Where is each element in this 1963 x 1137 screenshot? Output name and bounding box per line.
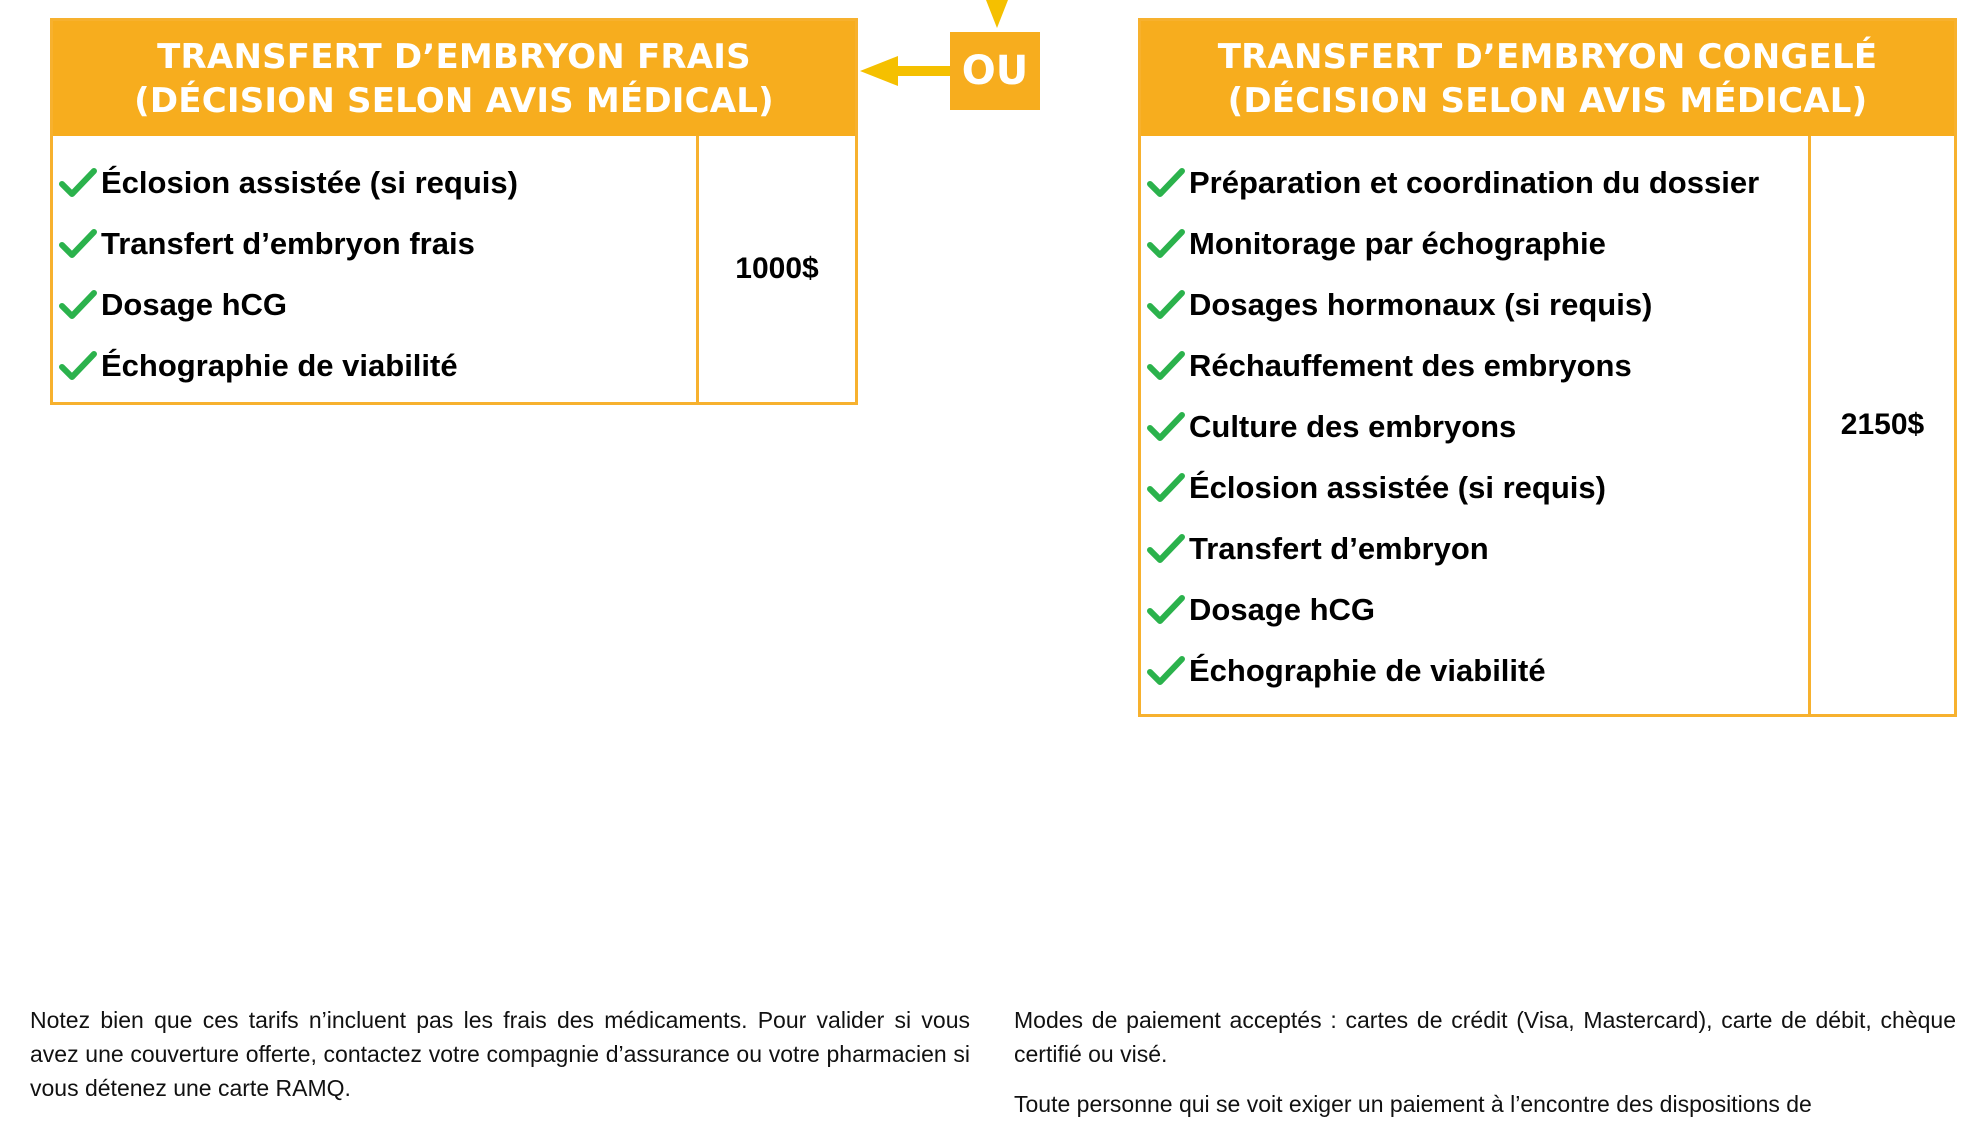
list-item — [1141, 213, 1808, 274]
list-item-label: Échographie de viabilité — [1189, 652, 1546, 688]
list-item — [1141, 152, 1808, 213]
list-item — [1141, 396, 1808, 457]
check-icon — [1147, 654, 1185, 688]
list-item-label: Éclosion assistée (si requis) — [1189, 469, 1606, 505]
frozen-price: 2150$ — [1840, 408, 1925, 441]
list-item-label: Dosages hormonaux (si requis) — [1189, 286, 1653, 322]
check-icon — [1147, 227, 1185, 261]
fresh-title-line2: (DÉCISION SELON AVIS MÉDICAL) — [134, 81, 774, 121]
list-item-label: Transfert d’embryon frais — [101, 225, 475, 261]
frozen-transfer-body — [1141, 136, 1954, 714]
list-item-label: Dosage hCG — [1189, 591, 1376, 627]
payment-methods-text: Modes de paiement acceptés : cartes de crédit (Visa, Mastercard), carte de débit, chèque certifié ou visé. — [1014, 1007, 1956, 1067]
check-icon — [59, 349, 97, 383]
fresh-title-line1: TRANSFERT D’EMBRYON FRAIS — [157, 37, 751, 77]
list-item — [53, 152, 696, 213]
list-item — [1141, 274, 1808, 335]
check-icon — [1147, 593, 1185, 627]
list-item — [1141, 640, 1808, 701]
check-icon — [1147, 471, 1185, 505]
list-item — [1141, 335, 1808, 396]
list-item — [1141, 579, 1808, 640]
check-icon — [1147, 288, 1185, 322]
frozen-title-line2: (DÉCISION SELON AVIS MÉDICAL) — [1227, 81, 1868, 121]
frozen-transfer-header — [1141, 21, 1954, 136]
payment-legal-text: Toute personne qui se voit exiger un paiement à l’encontre des dispositions de — [1014, 1091, 1812, 1117]
frozen-transfer-box — [1138, 18, 1957, 717]
frozen-title-line1: TRANSFERT D’EMBRYON CONGELÉ — [1217, 37, 1878, 77]
arrow-left-icon — [860, 56, 950, 86]
frozen-items-list — [1141, 136, 1811, 714]
list-item-label: Réchauffement des embryons — [1189, 347, 1632, 383]
list-item-label: Préparation et coordination du dossier — [1189, 164, 1760, 200]
check-icon — [59, 288, 97, 322]
list-item-label: Culture des embryons — [1189, 408, 1517, 444]
payment-note — [1014, 1003, 1956, 1137]
check-icon — [1147, 532, 1185, 566]
fresh-transfer-box — [50, 18, 858, 405]
list-item — [1141, 518, 1808, 579]
check-icon — [59, 166, 97, 200]
list-item-label: Monitorage par échographie — [1189, 225, 1606, 261]
list-item — [1141, 457, 1808, 518]
fresh-transfer-body — [53, 136, 855, 402]
fresh-items-list — [53, 136, 699, 402]
fresh-price: 1000$ — [735, 252, 819, 285]
ou-badge: OU — [950, 32, 1040, 110]
check-icon — [1147, 166, 1185, 200]
medication-note-text: Notez bien que ces tarifs n’incluent pas les frais des médicaments. Pour valider si vous avez une couverture offerte, contactez votre compagnie d’assurance ou votre pharmacien si vous détenez une carte RAMQ. — [30, 1007, 970, 1101]
list-item-label: Éclosion assistée (si requis) — [101, 164, 518, 200]
check-icon — [59, 227, 97, 261]
list-item-label: Échographie de viabilité — [101, 347, 458, 383]
list-item — [53, 335, 696, 396]
medication-note — [30, 1003, 970, 1105]
list-item — [53, 274, 696, 335]
fresh-transfer-header — [53, 21, 855, 136]
list-item-label: Transfert d’embryon — [1189, 530, 1489, 566]
list-item-label: Dosage hCG — [101, 286, 288, 322]
check-icon — [1147, 349, 1185, 383]
check-icon — [1147, 410, 1185, 444]
list-item — [53, 213, 696, 274]
arrow-down-icon — [984, 0, 1010, 30]
